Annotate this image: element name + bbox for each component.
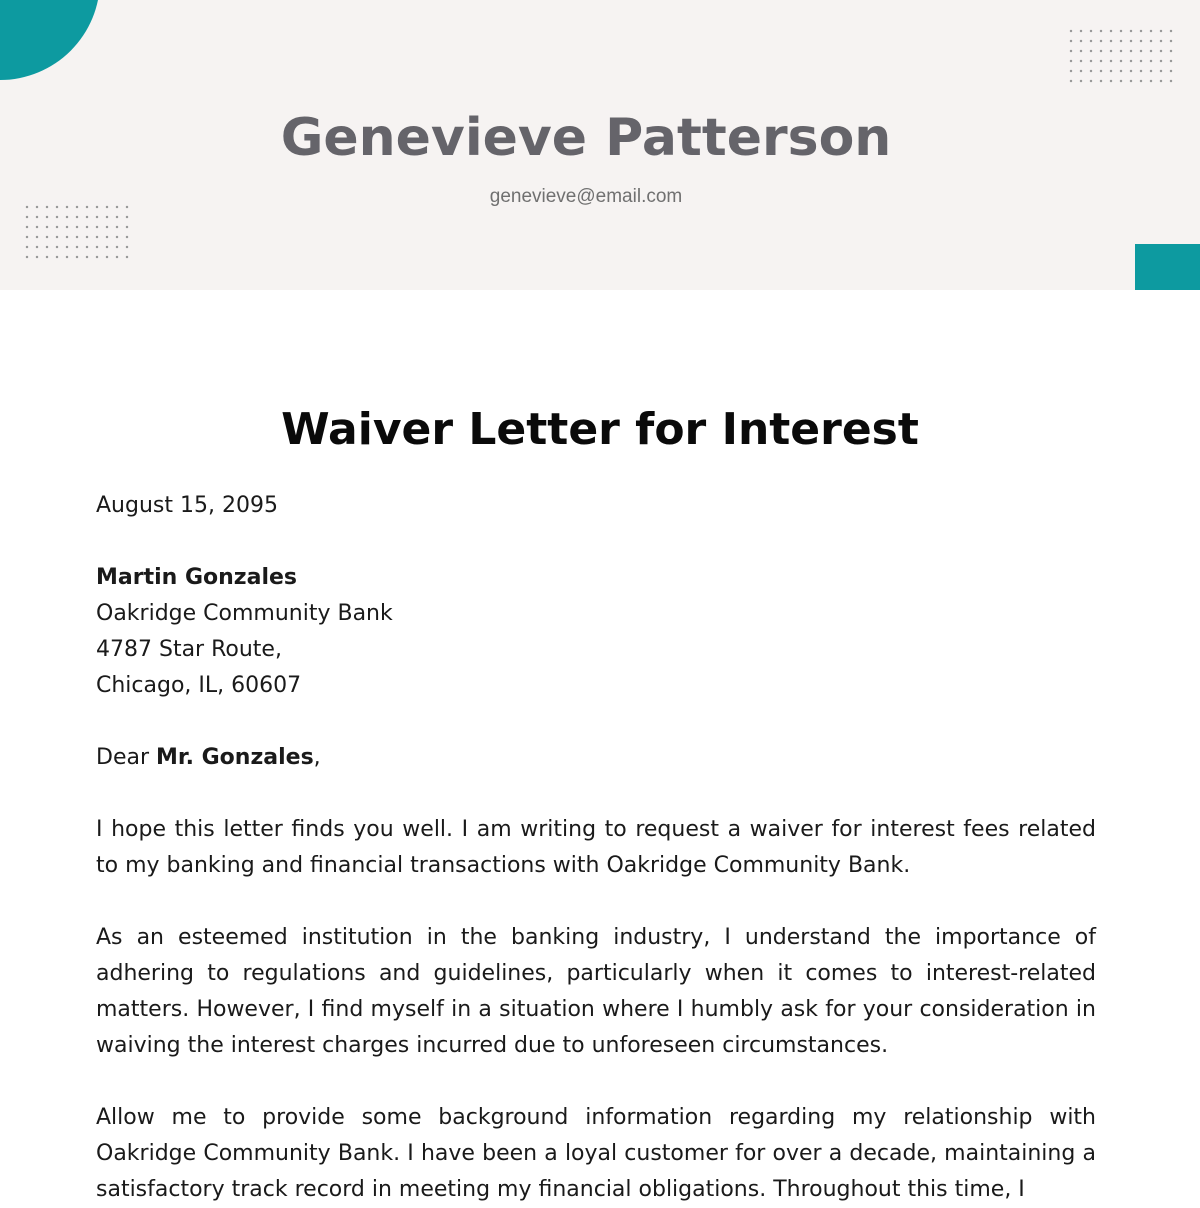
- body-paragraph: As an esteemed institution in the banking industry, I understand the importance of adhering to regulations and guidelines, particularly when it comes to interest-related matters. However, I find myself in a situation where I humbly ask for your consideration in waiving the interest charges incurred due to unforeseen circumstances.: [96, 925, 1096, 1058]
- body-paragraph: I hope this letter finds you well. I am writing to request a waiver for interest fees related to my banking and financial transactions with Oakridge Community Bank.: [96, 817, 1096, 878]
- document-title: Waiver Letter for Interest: [281, 404, 919, 455]
- recipient-company: Oakridge Community Bank: [96, 601, 393, 626]
- decorative-rectangle: [1135, 244, 1200, 290]
- letterhead: [0, 0, 1200, 290]
- salutation: [96, 740, 1096, 776]
- decorative-circle: [0, 0, 100, 80]
- recipient-name: Martin Gonzales: [96, 565, 298, 590]
- salutation-suffix: ,: [313, 745, 321, 770]
- recipient-block: [96, 560, 1096, 704]
- decorative-dot-grid: [22, 202, 134, 264]
- salutation-prefix: Dear: [96, 745, 156, 770]
- decorative-dot-grid: [1066, 26, 1178, 88]
- letter-date: August 15, 2095: [96, 493, 278, 518]
- recipient-city: Chicago, IL, 60607: [96, 673, 302, 698]
- salutation-name: Mr. Gonzales: [156, 745, 314, 770]
- body-paragraph: Allow me to provide some background information regarding my relationship with Oakridge Community Bank. I have been a loyal customer for over a decade, maintaining a satisfactory track record in meeting my financial obligations. Throughout this time, I: [96, 1105, 1096, 1202]
- sender-name: Genevieve Patterson: [280, 108, 892, 168]
- recipient-street: 4787 Star Route,: [96, 637, 282, 662]
- sender-email: genevieve@email.com: [489, 186, 683, 207]
